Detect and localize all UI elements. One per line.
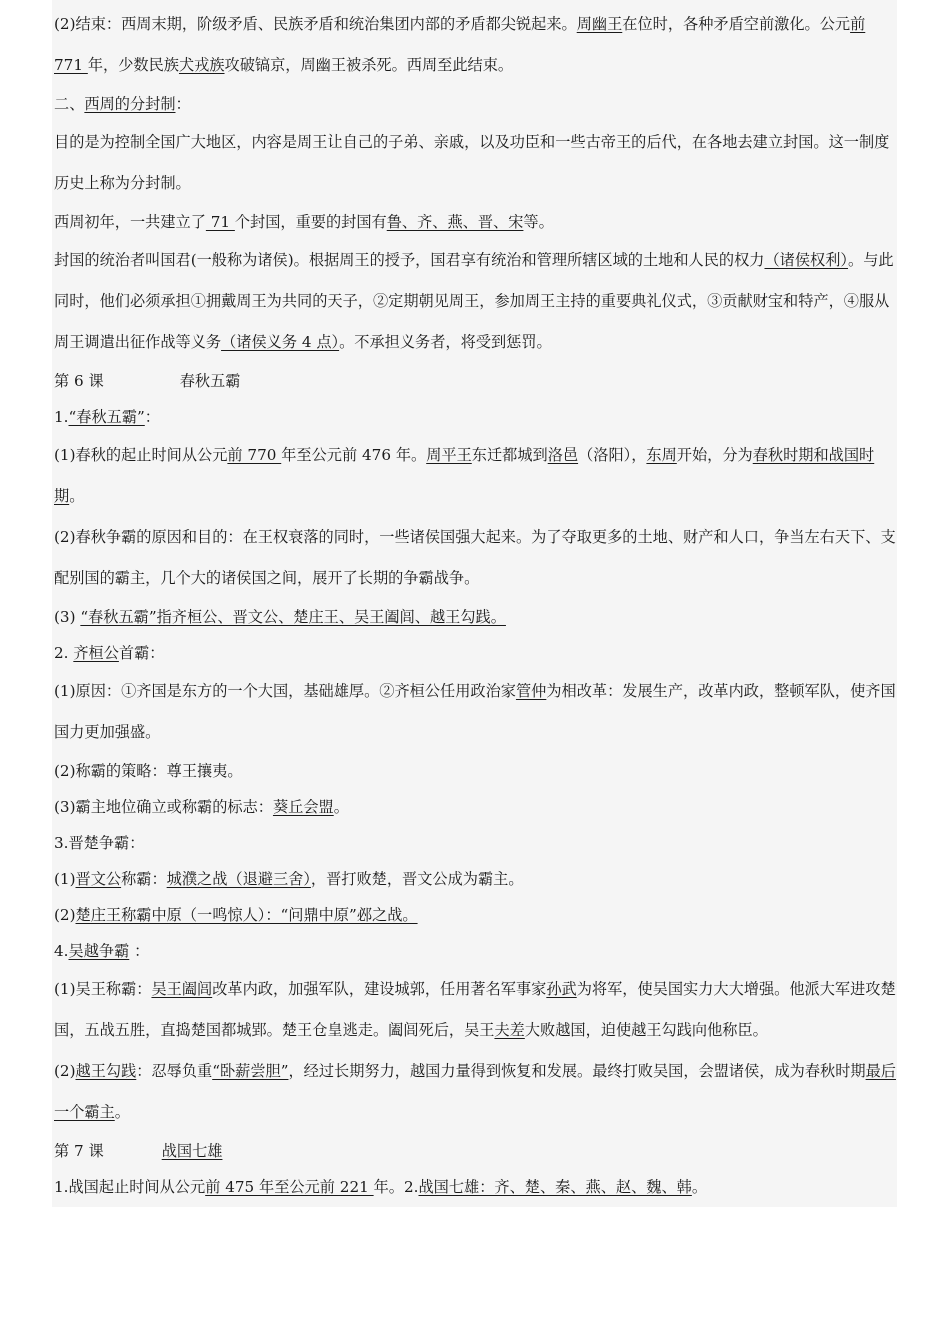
paragraph-five-hegemons <box>54 599 897 635</box>
paragraph-hegemony-reasons <box>54 517 897 599</box>
paragraph-yue-hegemony <box>54 1051 897 1133</box>
text: 在位时，各种矛盾空前激化。公元 <box>622 15 851 33</box>
underlined-term: 周幽王 <box>576 15 623 33</box>
underlined-term: “春秋五霸”指齐桓公、晋文公、楚庄王、吴王阖闾、越王勾践。 <box>80 608 506 626</box>
text: 大败越国，迫使越王勾践向他称臣。 <box>524 1021 768 1039</box>
paragraph-end-of-western-zhou <box>54 4 897 86</box>
paragraph-qi-reasons <box>54 671 897 753</box>
lesson-6-heading <box>54 363 897 399</box>
underlined-term: 东周 <box>646 446 677 464</box>
underlined-term: 周平王 <box>426 446 472 464</box>
paragraph-spring-autumn-period <box>54 435 897 517</box>
text: (2)春秋争霸的原因和目的：在王权衰落的同时，一些诸侯国强大起来。为了夺取更多的土地、财产和人口，争当左右天下、支配别国的霸主，几个大的诸侯国之间，展开了长期的争霸战争。 <box>54 528 896 587</box>
paragraph-qi-strategy <box>54 753 897 789</box>
text: 。 <box>691 1178 708 1196</box>
underlined-term: 前 770 <box>227 446 282 464</box>
text: ，晋打败楚，晋文公成为霸主。 <box>310 870 524 888</box>
text: 称霸： <box>121 870 167 888</box>
lesson-number: 第 6 课 <box>54 372 104 390</box>
text: 1. <box>54 408 69 426</box>
text: 年。2. <box>373 1178 419 1196</box>
lesson-title: 战国七雄 <box>161 1142 223 1160</box>
underlined-term: “春秋五霸” <box>68 408 145 426</box>
underlined-term: 吴王阖闾 <box>151 980 213 998</box>
text: 首霸： <box>118 644 165 662</box>
underlined-term: 鲁、齐、燕、晋、宋 <box>386 213 524 231</box>
text: 二、 <box>54 95 85 113</box>
text: 。 <box>333 798 349 816</box>
lesson-7-heading <box>54 1133 897 1169</box>
text: 。不承担义务者，将受到惩罚。 <box>339 333 552 351</box>
underlined-term: 城濮之战（退避三舍） <box>166 870 311 888</box>
paragraph-feudal-lords <box>54 240 897 363</box>
text: (1) <box>54 870 76 888</box>
text: 开始，分为 <box>676 446 753 464</box>
lesson-title: 春秋五霸 <box>179 372 241 390</box>
text: (2) <box>54 906 76 924</box>
text: 为相改革：发展生产，改革内政，整顿军队，使齐国国力更加强盛。 <box>54 682 896 741</box>
text: 个封国，重要的封国有 <box>234 213 387 231</box>
underlined-term: 越王勾践 <box>75 1062 137 1080</box>
underlined-term: 楚庄王称霸中原（一鸣惊人）：“问鼎中原”邲之战。 <box>75 906 418 924</box>
text: 攻破镐京，周幽王被杀死。西周至此结束。 <box>224 56 514 74</box>
underlined-term: 管仲 <box>515 682 547 700</box>
underlined-term: 齐桓公 <box>73 644 119 662</box>
text: 4. <box>54 942 69 960</box>
text: (2)称霸的策略：尊王攘夷。 <box>54 762 243 780</box>
underlined-term: 夫差 <box>494 1021 525 1039</box>
document-body <box>52 0 897 1205</box>
text: 目的是为控制全国广大地区，内容是周王让自己的子弟、亲戚，以及功臣和一些古帝王的后代，在各地去建立封国。这一制度历史上称为分封制。 <box>54 133 890 192</box>
text: 3.晋楚争霸： <box>54 834 145 852</box>
text: ，经过长期努力，越国力量得到恢复和发展。最终打败吴国，会盟诸侯，成为春秋时期 <box>288 1062 866 1080</box>
paragraph-chu-hegemony <box>54 897 897 933</box>
paragraph-jin-hegemony <box>54 861 897 897</box>
text: 西周初年，一共建立了 <box>54 213 206 231</box>
underlined-term: 孙武 <box>546 980 577 998</box>
underlined-term: （诸侯义务 4 点） <box>221 333 340 351</box>
underlined-term: 71 <box>205 213 235 231</box>
text: (1)春秋的起止时间从公元 <box>54 446 228 464</box>
underlined-term: 前 475 年至公元前 221 <box>205 1178 374 1196</box>
item-2-heading <box>54 635 897 671</box>
underlined-term: （诸侯权利） <box>764 251 849 269</box>
underlined-term: 最后一个霸主 <box>54 1062 896 1121</box>
text: 年，少数民族 <box>87 56 179 74</box>
text: 2. <box>54 644 74 662</box>
text: (2)结束：西周末期，阶级矛盾、民族矛盾和统治集团内部的矛盾都尖锐起来。 <box>54 15 577 33</box>
underlined-term: 前 771 <box>54 15 866 74</box>
paragraph-fenfeng-purpose <box>54 122 897 204</box>
item-1-heading <box>54 399 897 435</box>
underlined-term: “卧薪尝胆” <box>212 1062 289 1080</box>
text: ： <box>175 95 191 113</box>
underlined-term: 犬戎族 <box>178 56 225 74</box>
text: ： <box>129 942 150 960</box>
text: 。 <box>69 487 85 505</box>
text: （洛阳）， <box>578 446 647 464</box>
text: 。 <box>114 1103 130 1121</box>
underlined-term: 吴越争霸 <box>68 942 130 960</box>
text: 为将军，使吴国实力大大增强。他派大军进攻楚国，五战五胜，直捣楚国都城郢。楚王仓皇逃走。阖闾死后，吴王 <box>54 980 896 1039</box>
paragraph-warring-states <box>54 1169 897 1205</box>
item-3-heading <box>54 825 897 861</box>
text: 封国的统治者叫国君(一般称为诸侯)。根据周王的授予，国君享有统治和管理所辖区域的土地和人民的权力 <box>54 251 765 269</box>
underlined-term: 西周的分封制 <box>84 95 176 113</box>
text: (1)吴王称霸： <box>54 980 152 998</box>
item-4-heading <box>54 933 897 969</box>
paragraph-wu-hegemony <box>54 969 897 1051</box>
underlined-term: 洛邑 <box>547 446 579 464</box>
underlined-term: 晋文公 <box>75 870 122 888</box>
underlined-term: 战国七雄：齐、楚、秦、燕、赵、魏、韩 <box>418 1178 692 1196</box>
document-page <box>52 0 897 1207</box>
underlined-term: 春秋时期和战国时期 <box>54 446 875 505</box>
text: ：忍辱负重 <box>136 1062 213 1080</box>
text: (2) <box>54 1062 76 1080</box>
text: 等。 <box>523 213 554 231</box>
section-heading-fenfeng <box>54 86 897 122</box>
text: 。与此同时，他们必须承担①拥戴周王为共同的天子，②定期朝见周王，参加周王主持的重要典礼仪式，③贡献财宝和特产，④服从周王调遣出征作战等义务 <box>54 251 894 351</box>
paragraph-fenfeng-states <box>54 204 897 240</box>
text: (3) <box>54 608 81 626</box>
text: 东迁都城到 <box>471 446 548 464</box>
text: (1)原因：①齐国是东方的一个大国，基础雄厚。②齐桓公任用政治家 <box>54 682 516 700</box>
text: 1.战国起止时间从公元 <box>54 1178 206 1196</box>
lesson-number: 第 7 课 <box>54 1142 104 1160</box>
text: ： <box>144 408 160 426</box>
text: (3)霸主地位确立或称霸的标志： <box>54 798 273 816</box>
paragraph-qi-sign <box>54 789 897 825</box>
text: 改革内政，加强军队，建设城郭，任用著名军事家 <box>212 980 547 998</box>
underlined-term: 葵丘会盟 <box>272 798 334 816</box>
text: 年至公元前 476 年。 <box>281 446 427 464</box>
